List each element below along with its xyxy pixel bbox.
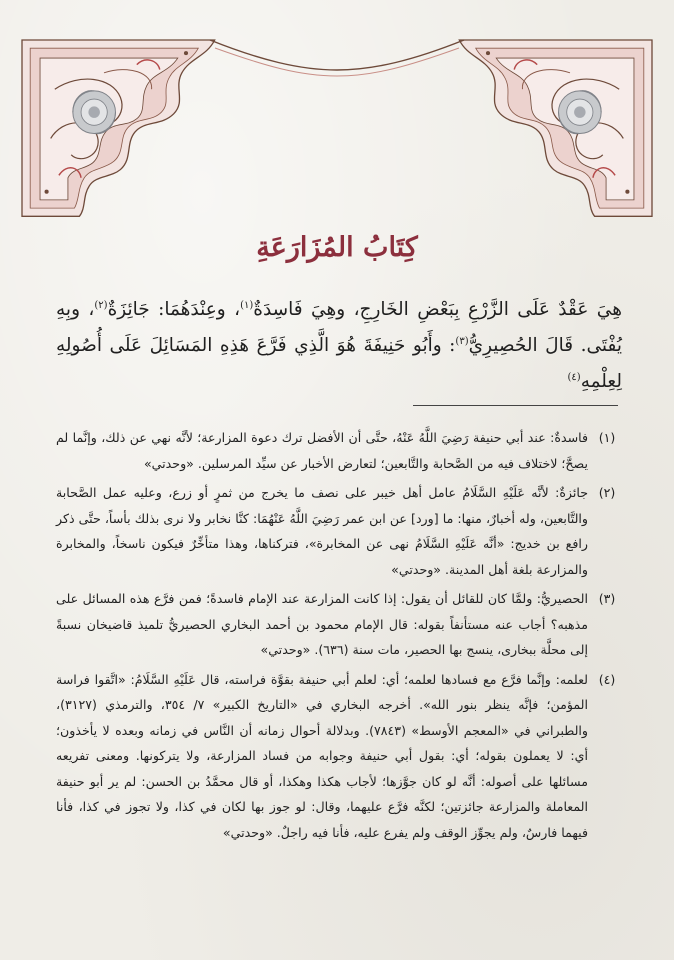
footnote-number: (٤) — [598, 671, 616, 687]
decorative-header-ornament — [0, 0, 674, 225]
footnote-separator — [413, 405, 618, 406]
footnote-ref-4[interactable]: (٤) — [567, 371, 581, 383]
footnote-3 — [56, 586, 622, 663]
main-text — [56, 292, 622, 400]
footnote-2 — [56, 480, 622, 582]
main-line1c: ، وبِهِ — [56, 299, 95, 320]
footnote-ref-3[interactable]: (٣) — [455, 335, 469, 347]
footnote-number: (٣) — [598, 591, 616, 606]
main-line1: هِيَ عَقْدٌ عَلَى الزَّرْعِ بِبَعْضِ الخَارِجِ، وهِيَ فَاسِدَةٌ — [253, 299, 622, 320]
main-line1b: ، وعِنْدَهُمَا: جَائِزَةٌ — [107, 299, 241, 320]
chapter-title: كِتَابُ المُزَارَعَةِ — [256, 232, 418, 263]
footnote-number: (٢) — [598, 485, 616, 500]
footnote-text: لعلمه: وإنَّما فرَّع مع فسادها لعلمه؛ أي: لعلم أبي حنيفة بقوَّة فراسته، قال عَلَيْهِ السَّلَامُ: «اتَّقوا فراسة المؤمن؛ فإنَّه ينظر بنور الله». أخرجه البخاري في «التاريخ الكبير» ٧/ ٣٥٤، والترمذي (٣١٢٧)، والطبراني في «المعجم الأوسط» (٧٨٤٣). وبدلالة أحوال زمانه أن النَّاس في زمانه وبعده لا يأخذون؛ أي: لا يعملون بقوله؛ أي: بقول أبي حنيفة وجوابه من فساد المزارعة، ولا يتركونها. ومعنى تفريعه مسائلها على أصوله: أنَّه لو كان جوَّزها؛ لأجاب هكذا وهكذا، أو قال محمَّدُ بن الحسن: لم ير أبو حنيفة المعاملة والمزارعة جائزتين؛ لكنَّه فرَّع عليهما، وقال: لو جوز بها لكان في كذا، ولا تجوز في كذا، فأنا فيهما فارسٌ، ولم يجوِّز الوقف ولم يفرع عليه، فأنا فيه راجلٌ. «وحدتي» — [56, 671, 589, 840]
main-line2b: : وأَبُو حَنِيفَةَ هُوَ الَّذِي فَرَّعَ هَذِهِ المَسَائِلَ عَلَى أُصُولِهِ لِعِلْمِهِ — [56, 335, 622, 392]
footnote-number: (١) — [598, 430, 616, 445]
footnote-text: الحصيريُّ: ولمَّا كان للقائل أن يقول: إذا كانت المزارعة عند الإمام فاسدةً؛ فمن فرَّع هذه المسائل على مذهبه؟ أجاب عنه مستأنفاً بقوله: قال الإمام محمود بن أحمد البخاري الحصيريُّ تلميذ قاضيخان نسبةً إلى محلَّة ببخارى، ينسج بها الحصير، مات سنة (٦٣٦). «وحدتي» — [56, 591, 588, 657]
footnote-text: فاسدةٌ: عند أبي حنيفة رَضِيَ اللَّهُ عَنْهُ، حتَّى أن الأفضل ترك دعوة المزارعة؛ لأنَّه نهي عن ذلك، وإنَّما لم يصحَّ؛ لاختلاف فيه من الصَّحابة والتَّابعين؛ لتعارض الأخبار عن سيِّد المرسلين. «وحدتي» — [56, 430, 588, 471]
footnote-4 — [56, 667, 622, 846]
footnote-ref-2[interactable]: (٢) — [94, 299, 108, 311]
footnote-ref-1[interactable]: (١) — [240, 299, 254, 311]
main-line2a: يُفْتَى. قَالَ الحُصِيرِيُّ — [468, 335, 622, 356]
footnotes — [56, 425, 622, 849]
footnote-1 — [56, 425, 622, 476]
footnote-text: جائزةٌ: لأنَّه عَلَيْهِ السَّلَامُ عامل أهل خيبر على نصف ما يخرج من ثمرٍ أو زرع، وعليه عمل الصَّحابة والتَّابعين، وله أخبارٌ، منها: ما [ورد] عن ابن عمر رَضِيَ اللَّهُ عَنْهُمَا: كنَّا نخابر ولا نرى بذلك بأساً، حتَّى ذكر رافع بن خديج: «أنَّه عَلَيْهِ السَّلَامُ نهى عن المخابرة»، فتركناها، وهذا متأخِّرٌ فيكون ناسخاً، والمخابرة والمزارعة بلغة أهل المدينة. «وحدتي» — [56, 485, 588, 577]
